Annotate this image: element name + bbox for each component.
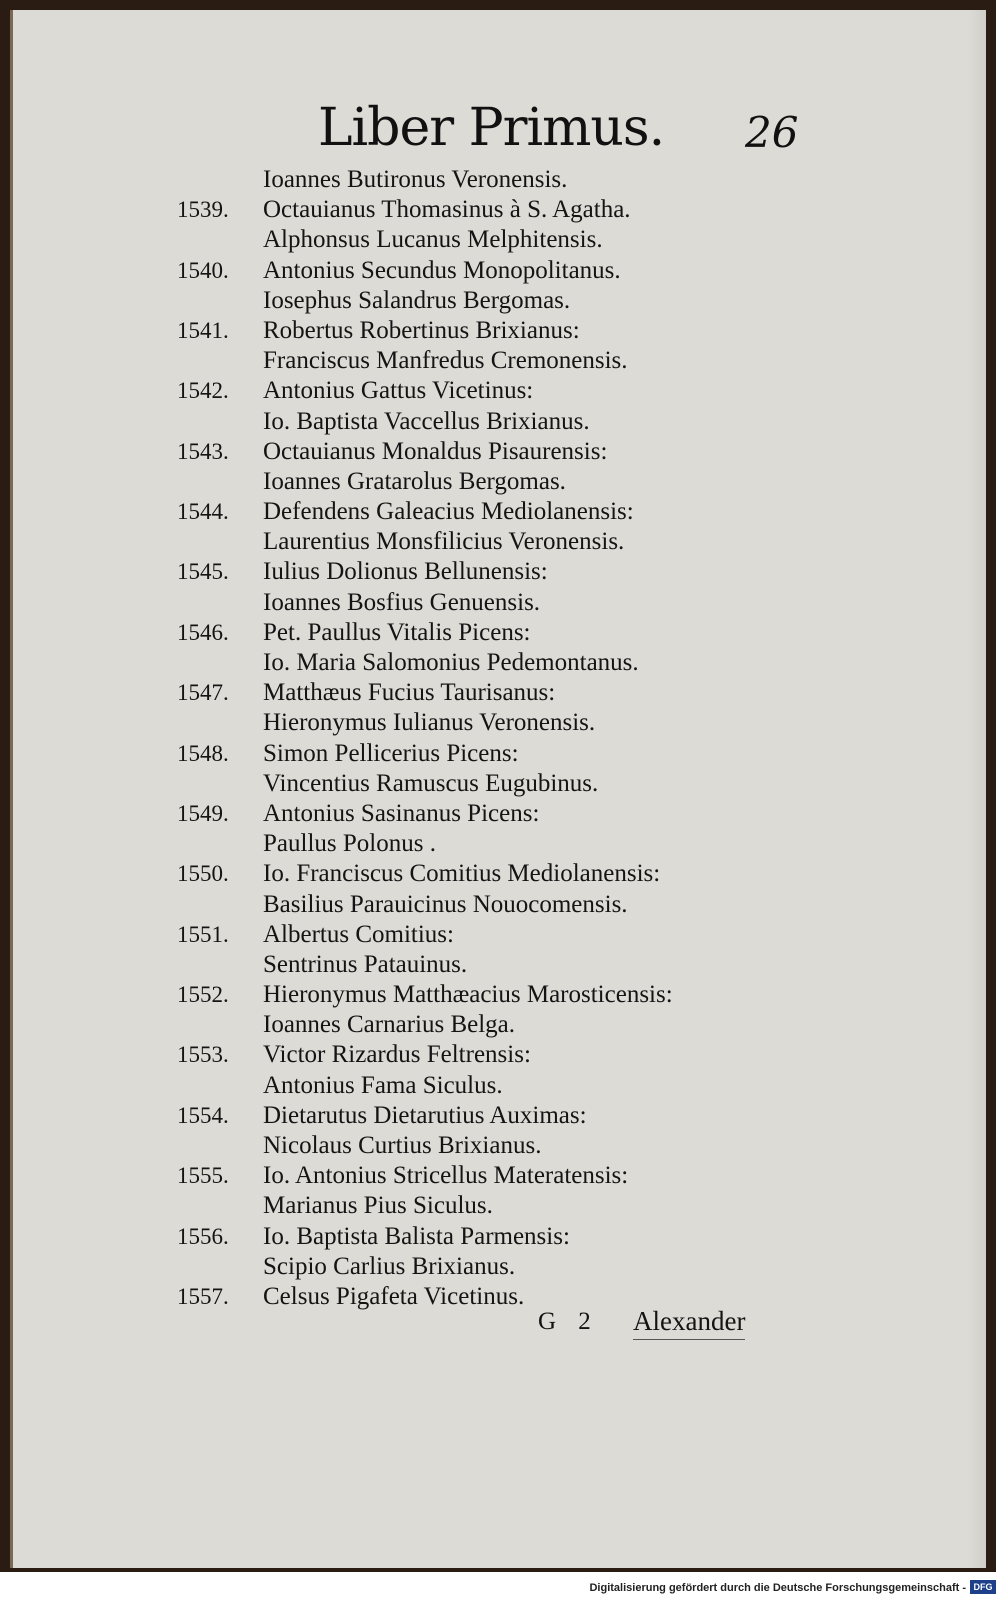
entry-name: Octauianus Thomasinus à S. Agatha. — [263, 196, 631, 224]
entry-name: Ioannes Bosfius Genuensis. — [263, 588, 541, 616]
entry-year: 1541. — [177, 317, 229, 343]
entry-line — [13, 799, 986, 829]
entry-line — [13, 527, 986, 557]
page-number: 26 — [745, 108, 799, 157]
entry-year: 1547. — [177, 680, 229, 706]
entry-line — [13, 708, 986, 738]
entry-name: Marianus Pius Siculus. — [263, 1192, 493, 1220]
entry-line — [13, 286, 986, 316]
entry-name: Io. Baptista Vaccellus Brixianus. — [263, 407, 590, 435]
entry-name: Albertus Comitius: — [263, 920, 454, 948]
entry-line — [13, 557, 986, 587]
entry-name: Octauianus Monaldus Pisaurensis: — [263, 437, 608, 465]
entry-name: Matthæus Fucius Taurisanus: — [263, 679, 556, 707]
entry-name: Antonius Fama Siculus. — [263, 1071, 503, 1099]
dfg-logo: DFG — [970, 1580, 996, 1594]
entry-name: Vincentius Ramuscus Eugubinus. — [263, 769, 599, 797]
entry-year: 1546. — [177, 619, 229, 645]
entry-line — [13, 407, 986, 437]
entry-line — [13, 678, 986, 708]
entry-name: Io. Antonius Stricellus Materatensis: — [263, 1162, 629, 1190]
entry-line — [13, 859, 986, 889]
entry-line — [13, 618, 986, 648]
entry-year: 1544. — [177, 499, 229, 525]
entry-name: Io. Maria Salomonius Pedemontanus. — [263, 649, 639, 676]
entry-line — [13, 1010, 986, 1040]
entry-line — [13, 1071, 986, 1101]
entry-line — [13, 1161, 986, 1191]
entry-name: Antonius Gattus Vicetinus: — [263, 377, 534, 405]
entry-name: Robertus Robertinus Brixianus: — [263, 316, 580, 344]
entry-line — [13, 1191, 986, 1221]
entry-name: Laurentius Monsfilicius Veronensis. — [263, 528, 625, 556]
entry-line — [13, 376, 986, 406]
entry-name: Paullus Polonus . — [263, 830, 436, 858]
entry-line — [13, 1101, 986, 1131]
catchword: Alexander — [633, 1306, 745, 1340]
entry-line — [13, 1252, 986, 1282]
entry-line — [13, 195, 986, 225]
entry-line — [13, 1222, 986, 1252]
entry-line — [13, 1040, 986, 1070]
entry-line — [13, 950, 986, 980]
entry-name: Dietarutus Dietarutius Auximas: — [263, 1101, 587, 1129]
entry-line — [13, 920, 986, 950]
entry-name: Hieronymus Iulianus Veronensis. — [263, 709, 596, 737]
entry-year: 1539. — [177, 197, 229, 223]
entry-line — [13, 467, 986, 497]
entry-name: Io. Baptista Balista Parmensis: — [263, 1222, 570, 1250]
entry-name: Antonius Sasinanus Picens: — [263, 799, 540, 827]
entry-name: Alphonsus Lucanus Melphitensis. — [263, 226, 603, 254]
entry-year: 1550. — [177, 861, 229, 887]
entry-year: 1552. — [177, 982, 229, 1008]
entry-name: Simon Pellicerius Picens: — [263, 739, 519, 767]
entry-name: Iulius Dolionus Bellunensis: — [263, 558, 548, 586]
entry-name: Hieronymus Matthæacius Marosticensis: — [263, 981, 673, 1009]
entry-name: Defendens Galeacius Mediolanensis: — [263, 498, 634, 526]
entry-line — [13, 225, 986, 255]
entry-year: 1557. — [177, 1283, 229, 1309]
entry-line — [13, 165, 986, 195]
entry-name: Antonius Secundus Monopolitanus. — [263, 256, 621, 284]
entry-line — [13, 769, 986, 799]
entry-name: Ioannes Carnarius Belga. — [263, 1011, 516, 1039]
entry-line — [13, 1131, 986, 1161]
entry-name: Scipio Carlius Brixianus. — [263, 1252, 516, 1280]
entry-year: 1556. — [177, 1223, 229, 1249]
digitization-credit: Digitalisierung gefördert durch die Deutsche Forschungsgemeinschaft - — [589, 1582, 966, 1594]
entry-line — [13, 316, 986, 346]
entry-list — [13, 165, 986, 1312]
entry-line — [13, 890, 986, 920]
signature-mark: G 2 — [538, 1308, 599, 1335]
entry-name: Franciscus Manfredus Cremonensis. — [263, 347, 628, 375]
entry-name: Ioannes Butironus Veronensis. — [263, 166, 568, 193]
entry-year: 1540. — [177, 257, 229, 283]
book-page — [10, 10, 986, 1568]
entry-year: 1543. — [177, 438, 229, 464]
entry-year: 1551. — [177, 921, 229, 947]
entry-line — [13, 648, 986, 678]
entry-name: Sentrinus Patauinus. — [263, 950, 468, 978]
running-title: Liber Primus. — [318, 98, 665, 158]
entry-name: Ioannes Gratarolus Bergomas. — [263, 467, 566, 495]
entry-line — [13, 980, 986, 1010]
entry-line — [13, 829, 986, 859]
entry-year: 1554. — [177, 1102, 229, 1128]
entry-year: 1548. — [177, 740, 229, 766]
entry-year: 1553. — [177, 1042, 229, 1068]
entry-year: 1545. — [177, 559, 229, 585]
entry-year: 1542. — [177, 378, 229, 404]
entry-year: 1549. — [177, 800, 229, 826]
entry-line — [13, 739, 986, 769]
page-header — [13, 98, 986, 168]
entry-name: Iosephus Salandrus Bergomas. — [263, 286, 571, 314]
entry-name: Victor Rizardus Feltrensis: — [263, 1041, 531, 1069]
entry-name: Celsus Pigafeta Vicetinus. — [263, 1282, 525, 1310]
entry-name: Pet. Paullus Vitalis Picens: — [263, 618, 531, 646]
entry-line — [13, 346, 986, 376]
entry-line — [13, 256, 986, 286]
entry-line — [13, 437, 986, 467]
entry-line — [13, 588, 986, 618]
entry-name: Io. Franciscus Comitius Mediolanensis: — [263, 860, 661, 888]
entry-name: Basilius Parauicinus Nouocomensis. — [263, 890, 628, 918]
entry-line — [13, 497, 986, 527]
entry-name: Nicolaus Curtius Brixianus. — [263, 1132, 542, 1159]
entry-year: 1555. — [177, 1163, 229, 1189]
page-footer — [13, 1308, 986, 1348]
